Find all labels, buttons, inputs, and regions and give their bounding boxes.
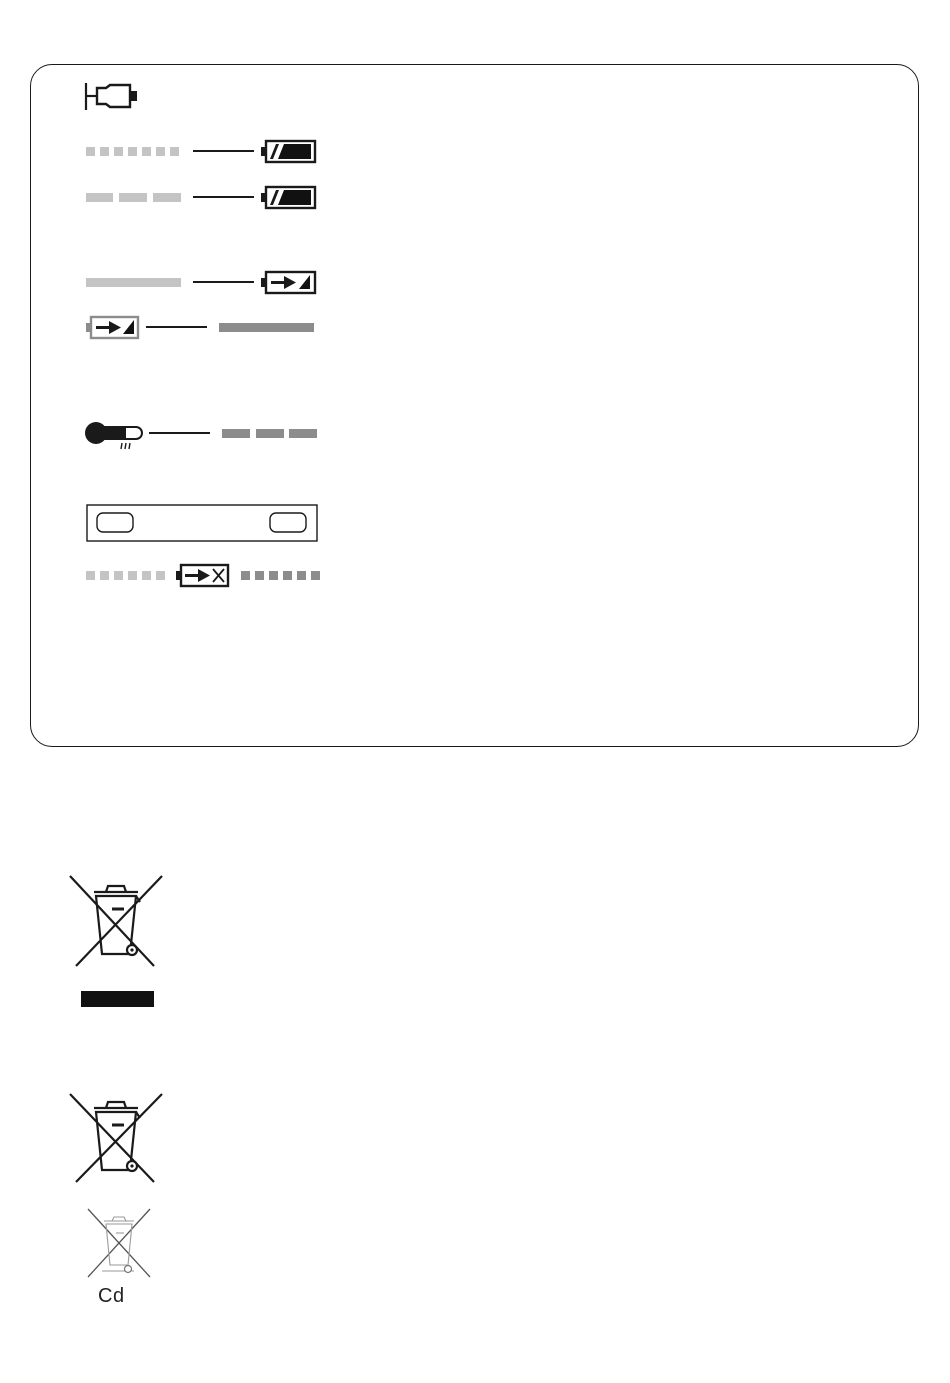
charger-button-diagram bbox=[86, 504, 320, 544]
battery-low-icon bbox=[261, 272, 315, 293]
battery-error-icon bbox=[176, 565, 228, 586]
crossed-out-wheelie-bin-icon bbox=[66, 1090, 166, 1190]
battery-empty-icon bbox=[86, 317, 138, 338]
indicator-row-empty bbox=[84, 315, 324, 345]
battery-temperature-icon bbox=[85, 422, 142, 449]
crossed-out-wheelie-bin-icon bbox=[84, 1205, 156, 1285]
indicator-row-low bbox=[86, 270, 326, 300]
battery-full-icon bbox=[261, 141, 315, 162]
crossed-out-wheelie-bin-icon bbox=[66, 872, 166, 1012]
charger-plug-icon bbox=[84, 83, 142, 113]
indicator-row-full bbox=[86, 140, 326, 170]
indicator-row-temperature bbox=[84, 418, 324, 454]
battery-charging-icon bbox=[261, 187, 315, 208]
cadmium-label: Cd bbox=[98, 1285, 125, 1307]
indicator-row-charging bbox=[86, 186, 326, 216]
indicator-row-error bbox=[86, 562, 326, 592]
